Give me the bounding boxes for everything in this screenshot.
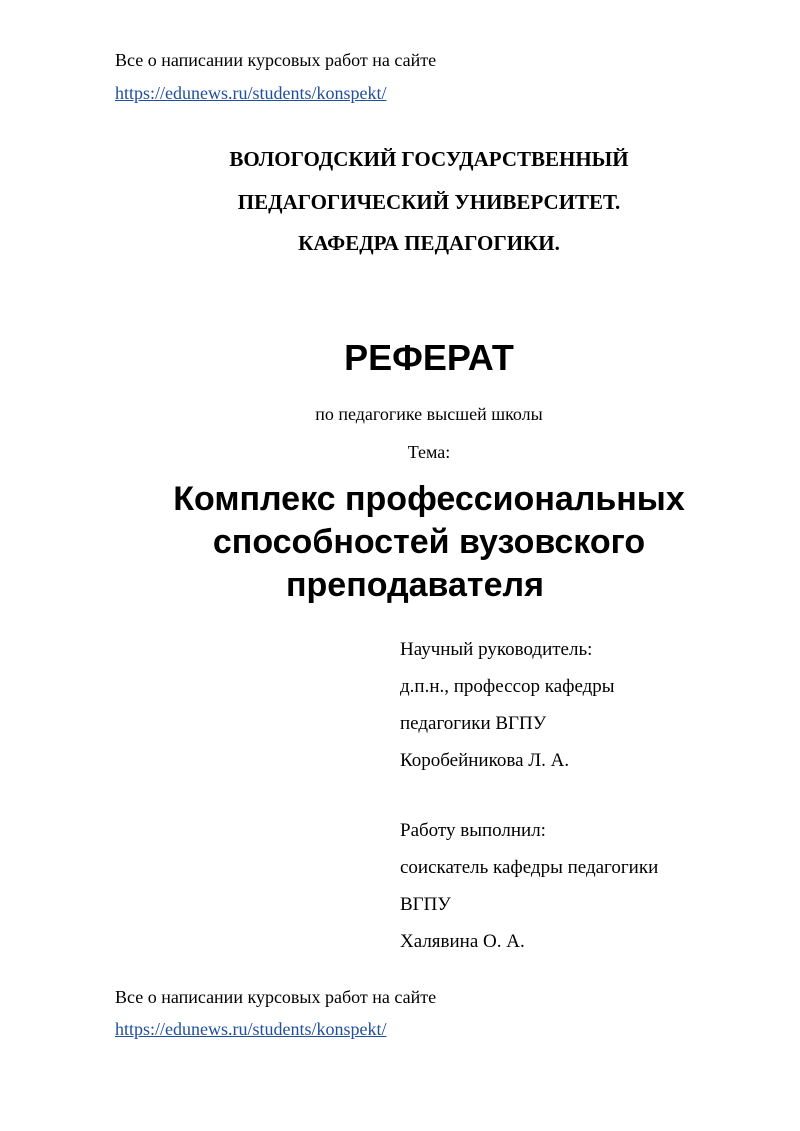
topic-line-3: преподавателя (286, 566, 544, 604)
header-link[interactable]: https://edunews.ru/students/konspekt/ (115, 83, 387, 103)
supervisor-title-1: д.п.н., профессор кафедры (400, 676, 615, 697)
topic-line-1: Комплекс профессиональных (173, 480, 685, 518)
theme-label: Тема: (407, 442, 451, 462)
university-line-2: ПЕДАГОГИЧЕСКИЙ УНИВЕРСИТЕТ. (237, 190, 621, 214)
subject-line: по педагогике высшей школы (315, 404, 543, 424)
supervisor-label: Научный руководитель: (400, 639, 593, 660)
supervisor-name: Коробейникова Л. А. (400, 750, 570, 771)
topic-line-2: способностей вузовского (212, 523, 646, 561)
author-title-2: ВГПУ (400, 894, 451, 915)
author-title-1: соискатель кафедры педагогики (400, 857, 659, 878)
university-line-1: ВОЛОГОДСКИЙ ГОСУДАРСТВЕННЫЙ (229, 147, 629, 171)
document-type-title: РЕФЕРАТ (344, 337, 514, 378)
header-note: Все о написании курсовых работ на сайте (115, 50, 437, 70)
department-line: КАФЕДРА ПЕДАГОГИКИ. (298, 231, 560, 255)
author-label: Работу выполнил: (400, 820, 546, 841)
supervisor-title-2: педагогики ВГПУ (400, 713, 547, 734)
author-name: Халявина О. А. (400, 931, 525, 952)
footer-note: Все о написании курсовых работ на сайте (115, 987, 437, 1007)
footer-link[interactable]: https://edunews.ru/students/konspekt/ (115, 1019, 387, 1039)
